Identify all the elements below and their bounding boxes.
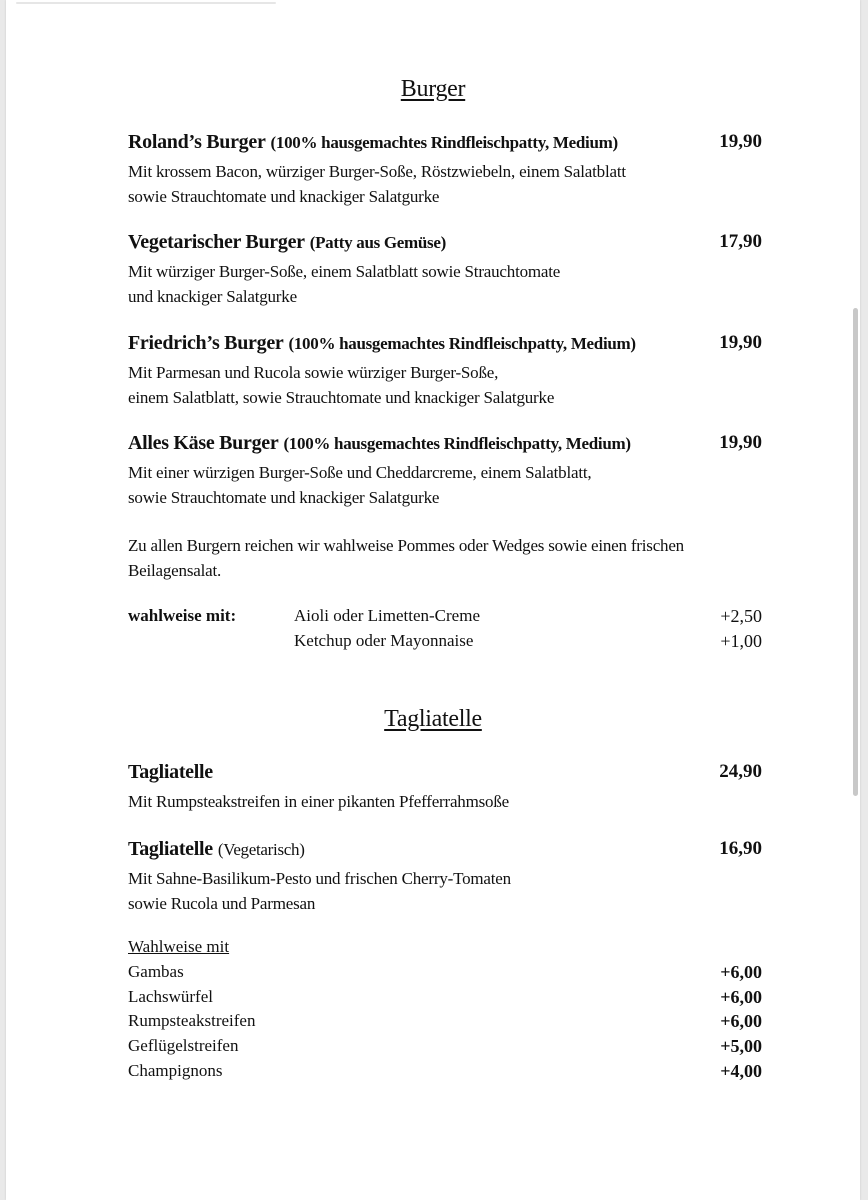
- item-name: Tagliatelle: [128, 761, 213, 783]
- section-title-tagliatelle: Tagliatelle: [384, 706, 482, 732]
- item-description: [128, 460, 762, 510]
- extra-row: [128, 987, 762, 1012]
- addon-name: Ketchup oder Mayonnaise: [294, 631, 474, 650]
- extra-price: +5,00: [720, 1036, 762, 1057]
- item-name: Tagliatelle: [128, 838, 213, 860]
- addons-label: wahlweise mit:: [128, 606, 237, 625]
- section-title-burger: Burger: [400, 76, 466, 102]
- menu-item-tagliatelle-vegetarisch: [128, 838, 762, 916]
- description-line: sowie Strauchtomate und knackiger Salatgurke: [128, 488, 440, 507]
- extras-title: Wahlweise mit: [128, 937, 230, 956]
- addon-price: +2,50: [720, 606, 762, 626]
- item-note: (Patty aus Gemüse): [309, 233, 446, 252]
- item-description: [128, 866, 762, 916]
- extra-row: [128, 1036, 762, 1061]
- menu-item-rolands-burger: [128, 131, 762, 209]
- item-name: Friedrich’s Burger: [128, 332, 284, 354]
- description-line: Mit würziger Burger-Soße, einem Salatblatt sowie Strauchtomate: [128, 262, 561, 281]
- addon-price: +1,00: [720, 631, 762, 651]
- item-note: (100% hausgemachtes Rindfleischpatty, Medium): [283, 434, 631, 453]
- description-line: sowie Strauchtomate und knackiger Salatgurke: [128, 187, 440, 206]
- item-note: (100% hausgemachtes Rindfleischpatty, Medium): [270, 133, 618, 152]
- item-price: 19,90: [719, 332, 762, 353]
- extra-name: Rumpsteakstreifen: [128, 1011, 256, 1031]
- menu-content: [6, 0, 860, 1200]
- description-line: Mit Parmesan und Rucola sowie würziger Burger-Soße,: [128, 363, 499, 382]
- description-line: einem Salatblatt, sowie Strauchtomate und knackiger Salatgurke: [128, 388, 555, 407]
- extra-name: Gambas: [128, 962, 184, 981]
- note-line: Zu allen Burgern reichen wir wahlweise Pommes oder Wedges sowie einen frischen: [128, 536, 684, 555]
- item-price: 19,90: [719, 432, 762, 453]
- item-price: 24,90: [719, 761, 762, 782]
- description-line: Mit einer würzigen Burger-Soße und Cheddarcreme, einem Salatblatt,: [128, 463, 592, 482]
- item-description: [128, 789, 762, 814]
- extra-name: Champignons: [128, 1060, 223, 1080]
- extra-price: +6,00: [720, 962, 762, 982]
- extra-name: Lachswürfel: [128, 986, 213, 1006]
- menu-item-vegetarischer-burger: [128, 231, 762, 309]
- item-description: [128, 259, 762, 309]
- item-note: (100% hausgemachtes Rindfleischpatty, Medium): [288, 334, 636, 353]
- description-line: Mit krossem Bacon, würziger Burger-Soße, Röstzwiebeln, einem Salatblatt: [128, 162, 626, 181]
- addon-name: Aioli oder Limetten-Creme: [294, 606, 480, 625]
- extra-price: +4,00: [720, 1060, 762, 1081]
- item-name: Alles Käse Burger: [128, 432, 279, 454]
- menu-item-alles-kaese-burger: [128, 432, 762, 510]
- tagliatelle-extras: [128, 937, 762, 1085]
- note-line: Beilagensalat.: [128, 561, 222, 580]
- item-description: [128, 360, 762, 410]
- side-dish-note: [128, 533, 768, 583]
- item-name: Vegetarischer Burger: [128, 231, 305, 253]
- item-price: 16,90: [719, 838, 762, 859]
- description-line: Mit Sahne-Basilikum-Pesto und frischen Cherry-Tomaten: [128, 869, 511, 888]
- item-note: (Vegetarisch): [217, 840, 305, 859]
- extra-row: [128, 1061, 762, 1086]
- description-line: Mit Rumpsteakstreifen in einer pikanten Pfefferrahmsoße: [128, 792, 509, 811]
- description-line: sowie Rucola und Parmesan: [128, 894, 316, 913]
- burger-addons: [128, 606, 762, 658]
- item-price: 19,90: [719, 131, 762, 152]
- item-name: Roland’s Burger: [128, 131, 266, 153]
- extra-price: +6,00: [720, 1011, 762, 1032]
- extra-row: [128, 1011, 762, 1036]
- addon-row: [294, 606, 762, 631]
- description-line: und knackiger Salatgurke: [128, 287, 297, 306]
- addon-row: [294, 631, 762, 656]
- item-description: [128, 159, 762, 209]
- extra-name: Geflügelstreifen: [128, 1036, 239, 1056]
- item-price: 17,90: [719, 231, 762, 252]
- menu-item-tagliatelle-rumpsteak: [128, 761, 762, 814]
- extra-price: +6,00: [720, 986, 762, 1007]
- menu-page: [6, 0, 860, 1200]
- extra-row: [128, 962, 762, 987]
- menu-item-friedrichs-burger: [128, 332, 762, 410]
